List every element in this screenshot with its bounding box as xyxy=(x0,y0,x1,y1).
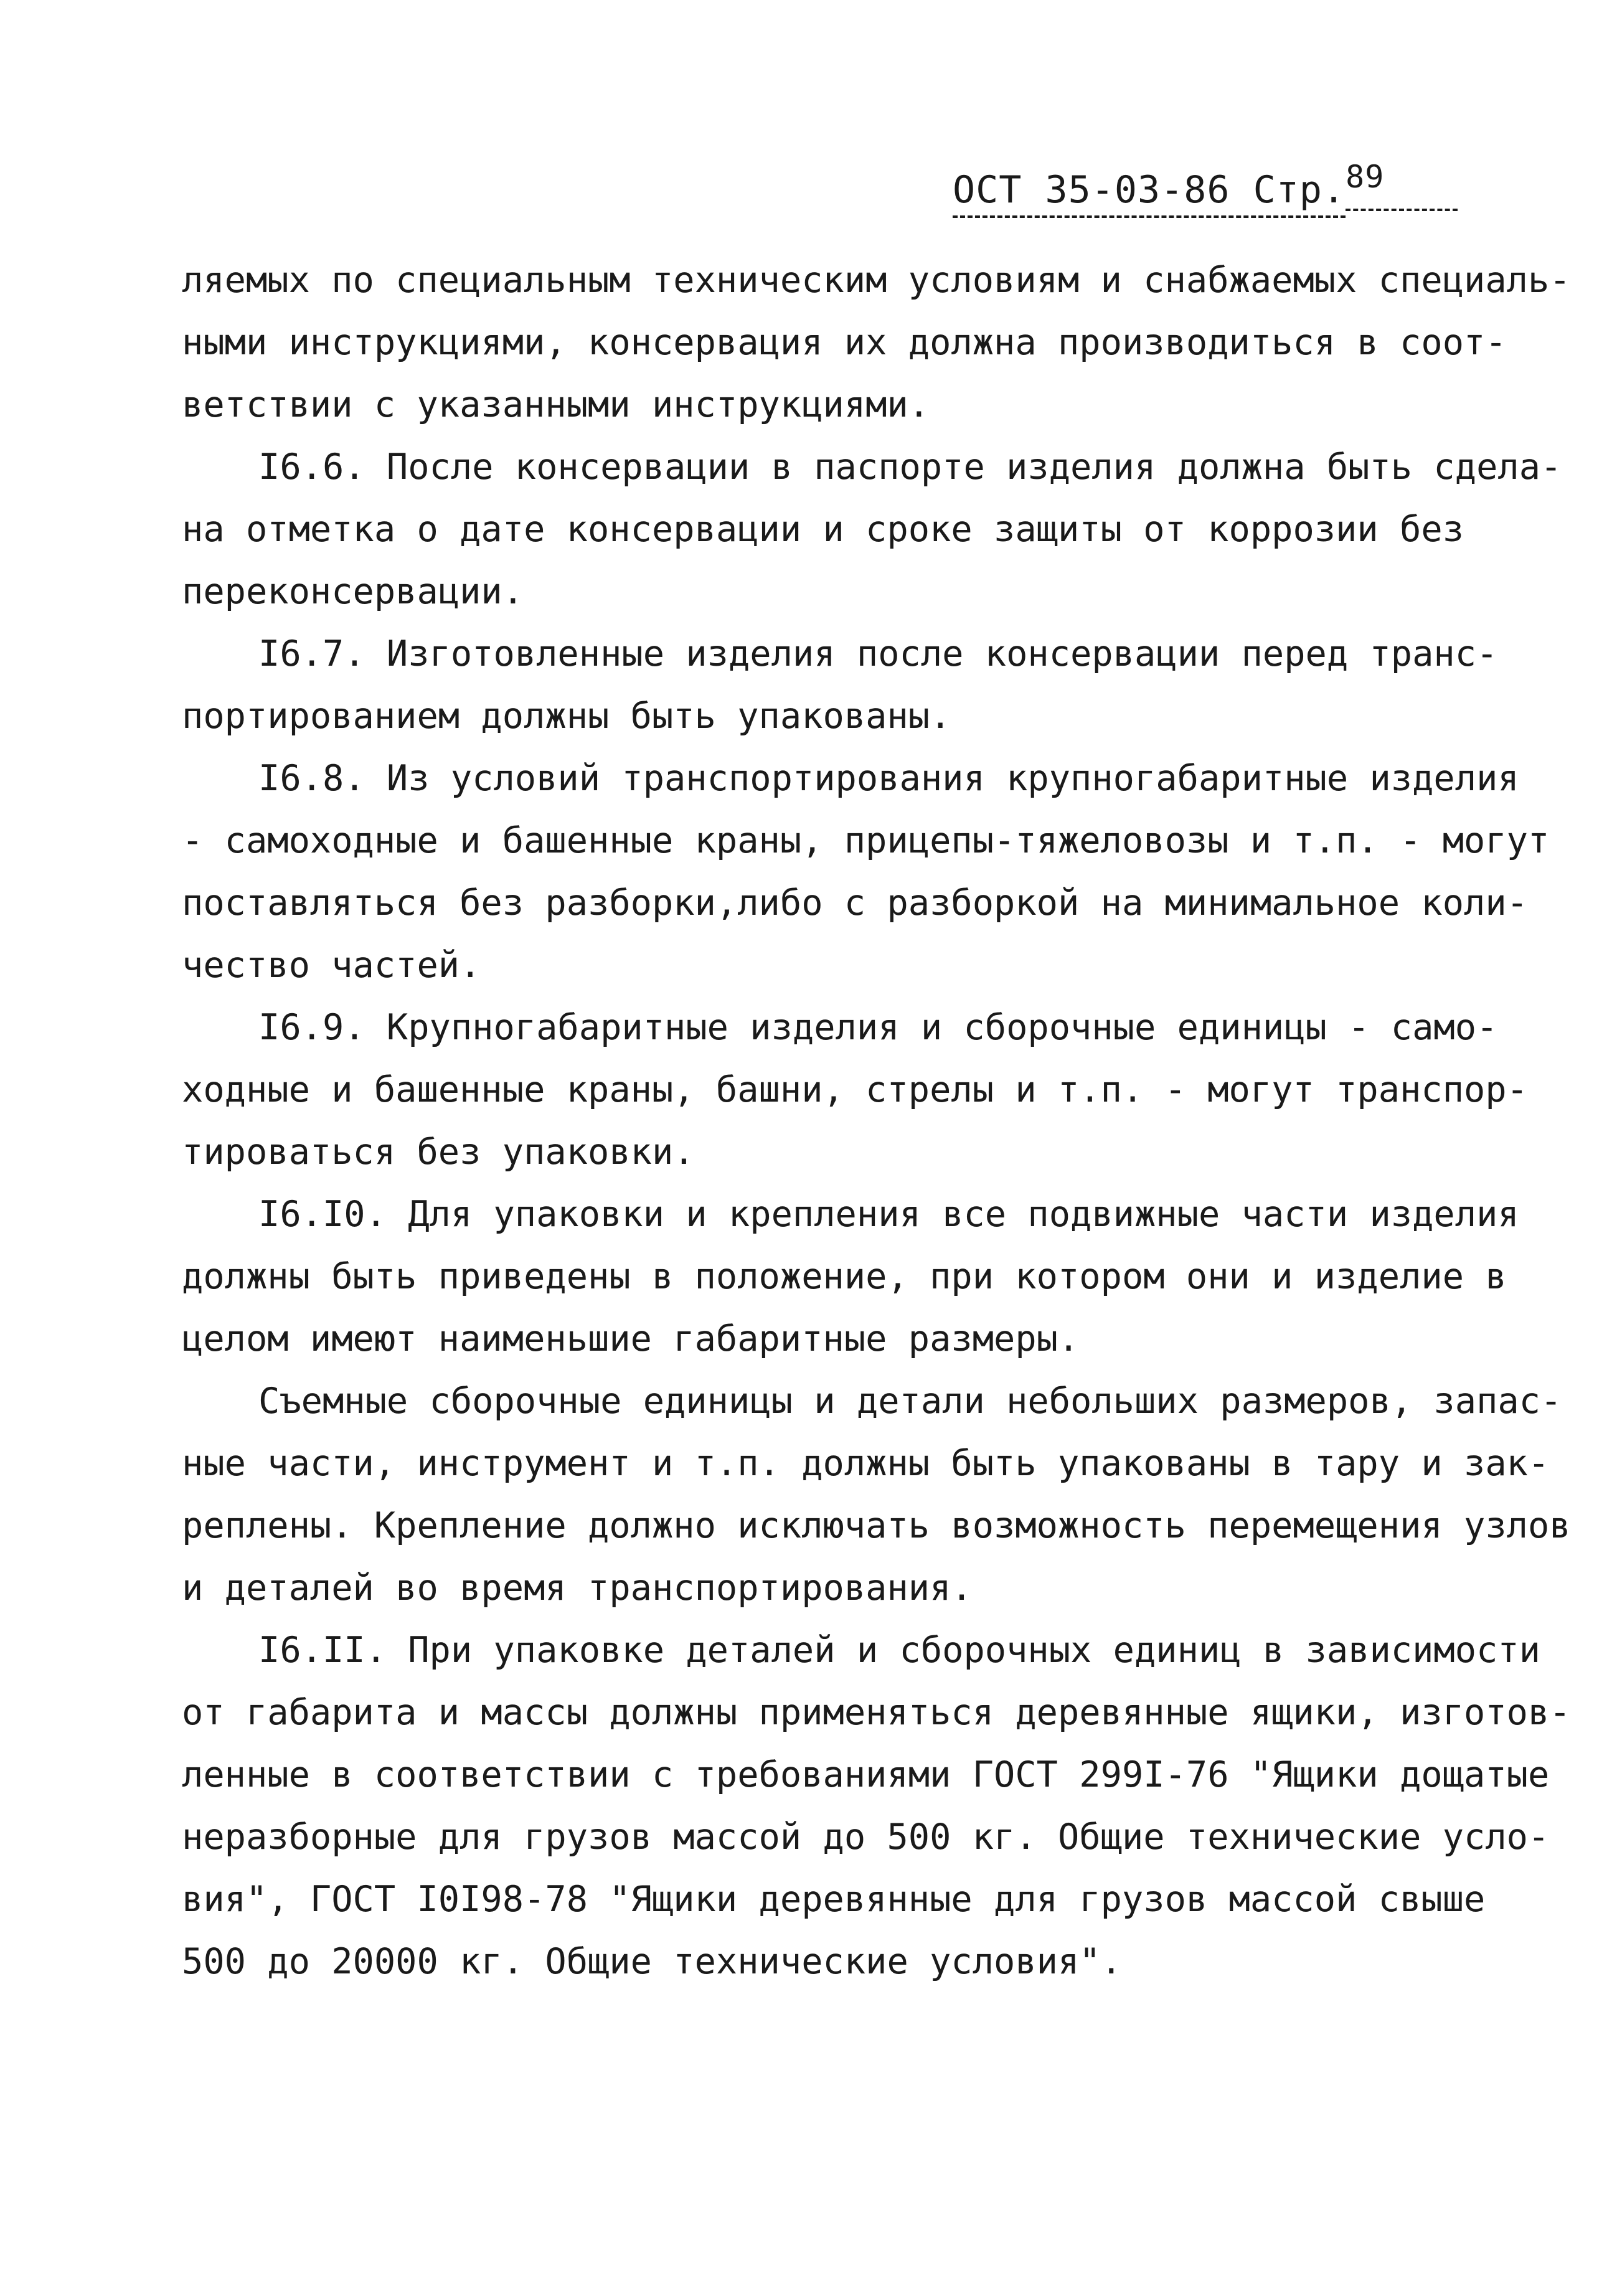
text-line: вия", ГОСТ I0I98-78 "Ящики деревянные для грузов массой свыше xyxy=(182,1879,1486,1920)
text-line: на отметка о дате консервации и сроке защиты от коррозии без xyxy=(182,509,1464,550)
paragraph xyxy=(182,249,1571,436)
page-number-value: 89 xyxy=(1346,159,1385,195)
text-line: целом имеют наименьшие габаритные размеры. xyxy=(182,1318,1080,1359)
page-number xyxy=(1346,159,1458,211)
page-header xyxy=(953,159,1458,215)
text-line: реплены. Крепление должно исключать возможность перемещения узлов xyxy=(182,1505,1571,1546)
text-line: I6.6. После консервации в паспорте изделия должна быть сдела- xyxy=(258,446,1562,488)
text-line: I6.7. Изготовленные изделия после консервации перед транс- xyxy=(258,633,1498,674)
paragraph xyxy=(182,623,1498,747)
text-line: I6.II. При упаковке деталей и сборочных единиц в зависимости xyxy=(258,1630,1541,1671)
text-line: и деталей во время транспортирования. xyxy=(182,1567,973,1609)
text-line: тироваться без упаковки. xyxy=(182,1131,695,1173)
paragraph xyxy=(182,1619,1571,1993)
text-line: Съемные сборочные единицы и детали небольших размеров, запас- xyxy=(258,1381,1562,1422)
text-line: ленные в соответствии с требованиями ГОСТ 299I-76 "Ящики дощатые xyxy=(182,1754,1550,1795)
document-code: ОСТ 35-03-86 Стр. xyxy=(953,168,1346,218)
text-line: I6.8. Из условий транспортирования крупногабаритные изделия xyxy=(258,758,1519,799)
paragraph xyxy=(182,436,1562,623)
paragraph xyxy=(182,1370,1571,1619)
text-line: ветствии с указанными инструкциями. xyxy=(182,384,930,425)
text-line: I6.I0. Для упаковки и крепления все подвижные части изделия xyxy=(258,1194,1519,1235)
document-body xyxy=(182,249,1571,1993)
text-line: - самоходные и башенные краны, прицепы-тяжеловозы и т.п. - могут xyxy=(182,820,1550,861)
text-line: 500 до 20000 кг. Общие технические условия". xyxy=(182,1941,1122,1982)
paragraph xyxy=(182,1183,1519,1370)
text-line: портированием должны быть упакованы. xyxy=(182,696,951,737)
text-line: ляемых по специальным техническим условиям и снабжаемых специаль- xyxy=(182,260,1571,301)
paragraph xyxy=(182,747,1550,996)
text-line: неразборные для грузов массой до 500 кг. Общие технические усло- xyxy=(182,1816,1550,1858)
text-line: поставляться без разборки,либо с разборкой на минимальное коли- xyxy=(182,882,1528,924)
text-line: I6.9. Крупногабаритные изделия и сборочные единицы - само- xyxy=(258,1007,1498,1048)
paragraph xyxy=(182,996,1528,1183)
text-line: переконсервации. xyxy=(182,571,524,612)
text-line: ные части, инструмент и т.п. должны быть упакованы в тару и зак- xyxy=(182,1443,1550,1484)
text-line: от габарита и массы должны применяться деревянные ящики, изготов- xyxy=(182,1692,1571,1733)
text-line: ными инструкциями, консервация их должна производиться в соот- xyxy=(182,322,1507,363)
text-line: ходные и башенные краны, башни, стрелы и т.п. - могут транспор- xyxy=(182,1069,1528,1110)
text-line: чество частей. xyxy=(182,945,481,986)
text-line: должны быть приведены в положение, при котором они и изделие в xyxy=(182,1256,1507,1297)
